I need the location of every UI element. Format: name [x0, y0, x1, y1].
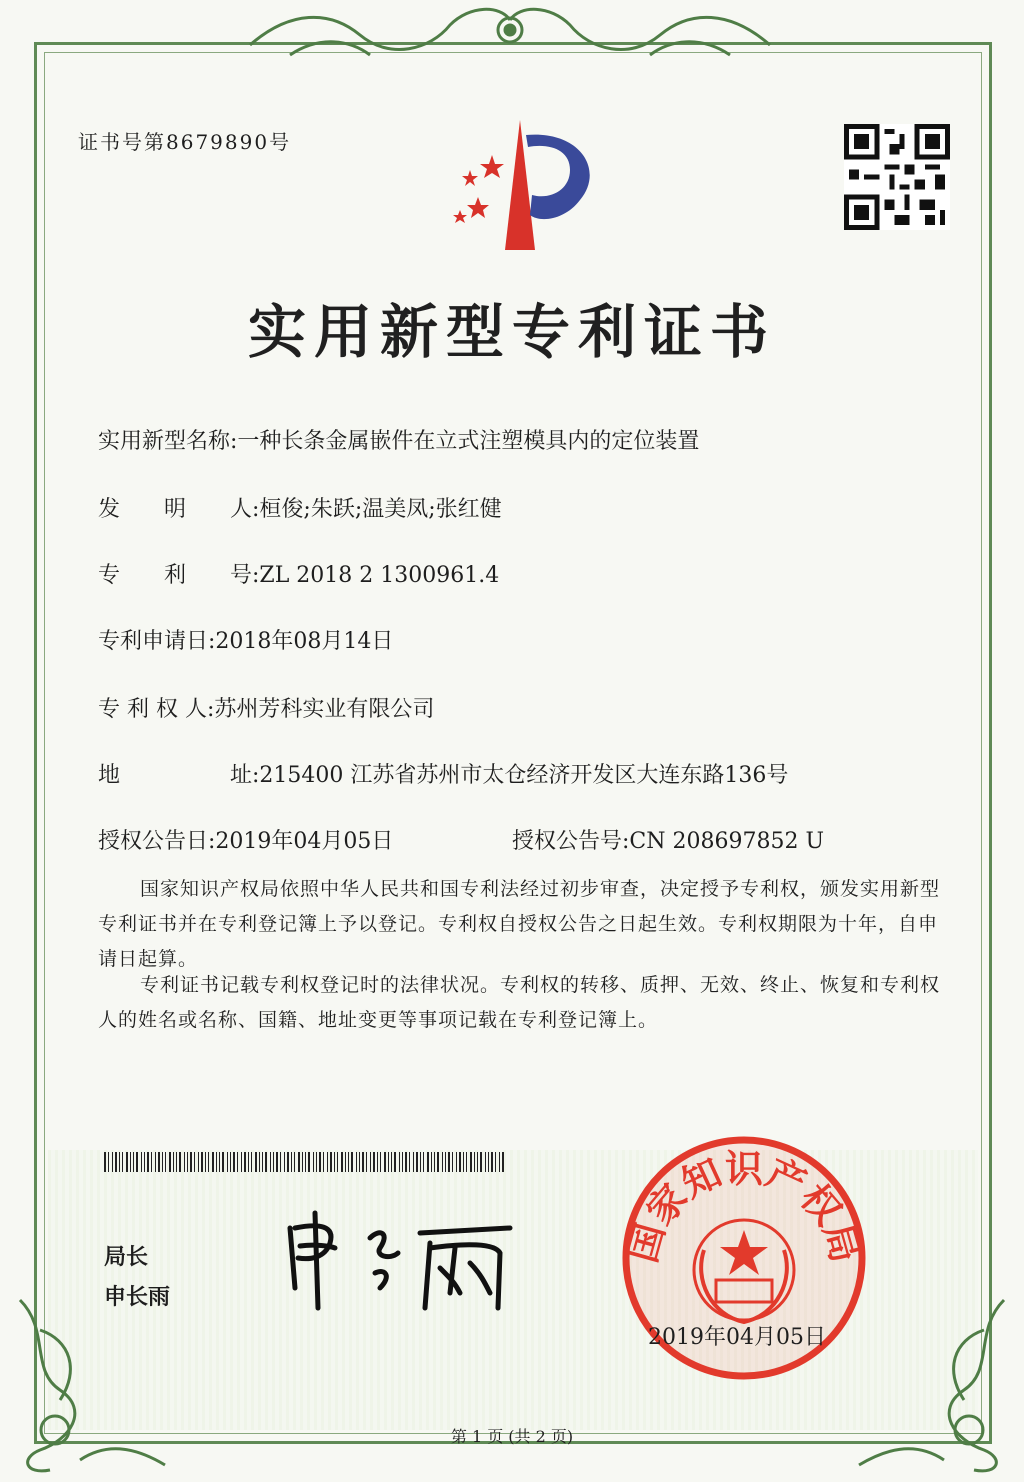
field-label: 专 利 权 人: [98, 697, 215, 722]
top-ornament [230, 0, 790, 70]
director-title: 局长 [104, 1245, 149, 1270]
director-signature [280, 1198, 520, 1318]
field-utility-model-name [98, 424, 699, 455]
notice-paragraph-2: 专利证书记载专利权登记时的法律状况。专利权的转移、质押、无效、终止、恢复和专利权人的姓名或名称、国籍、地址变更等事项记载在专利登记簿上。 [98, 974, 941, 1031]
field-label: 授权公告号: [512, 829, 630, 854]
field-application-date [98, 624, 393, 655]
field-value: 215400 江苏省苏州市太仓经济开发区大连东路136号 [259, 763, 789, 788]
field-value: 苏州芳科实业有限公司 [214, 697, 435, 722]
field-value: 桓俊;朱跃;温美凤;张红健 [259, 497, 502, 522]
field-label: 专 利 号: [98, 563, 260, 588]
certificate-number: 证书号第8679890号 [78, 130, 292, 154]
cnipa-logo [430, 115, 600, 255]
field-value: 2019年04月05日 [215, 829, 394, 854]
barcode [104, 1152, 504, 1172]
field-patent-number [98, 558, 499, 589]
director-name: 申长雨 [104, 1285, 171, 1310]
field-label: 发 明 人: [98, 497, 260, 522]
field-label: 地 址: [98, 763, 260, 788]
field-value: CN 208697852 U [629, 829, 825, 854]
field-patentee [98, 692, 434, 723]
page-number: 第 1 页 (共 2 页) [450, 1427, 574, 1446]
seal-date: 2019年04月05日 [648, 1325, 826, 1350]
field-value: 一种长条金属嵌件在立式注塑模具内的定位装置 [237, 429, 700, 454]
field-label: 专利申请日: [98, 629, 216, 654]
bottom-left-ornament [0, 1290, 170, 1482]
field-label: 实用新型名称: [98, 429, 238, 454]
field-inventors [98, 492, 502, 523]
field-value: ZL 2018 2 1300961.4 [259, 563, 500, 588]
seal-text: 国家知识产权局 [619, 1146, 869, 1268]
bottom-right-ornament [854, 1290, 1024, 1482]
qr-code [844, 124, 950, 230]
field-announcement-date [98, 824, 393, 855]
field-address [98, 758, 788, 789]
field-value: 2018年08月14日 [215, 629, 394, 654]
certificate-title: 实用新型专利证书 [247, 298, 776, 366]
notice-paragraph-1: 国家知识产权局依照中华人民共和国专利法经过初步审查，决定授予专利权，颁发实用新型专利证书并在专利登记簿上予以登记。专利权自授权公告之日起生效。专利权期限为十年，自申请日起算。 [98, 878, 941, 970]
field-announcement-number [512, 824, 824, 855]
field-label: 授权公告日: [98, 829, 216, 854]
